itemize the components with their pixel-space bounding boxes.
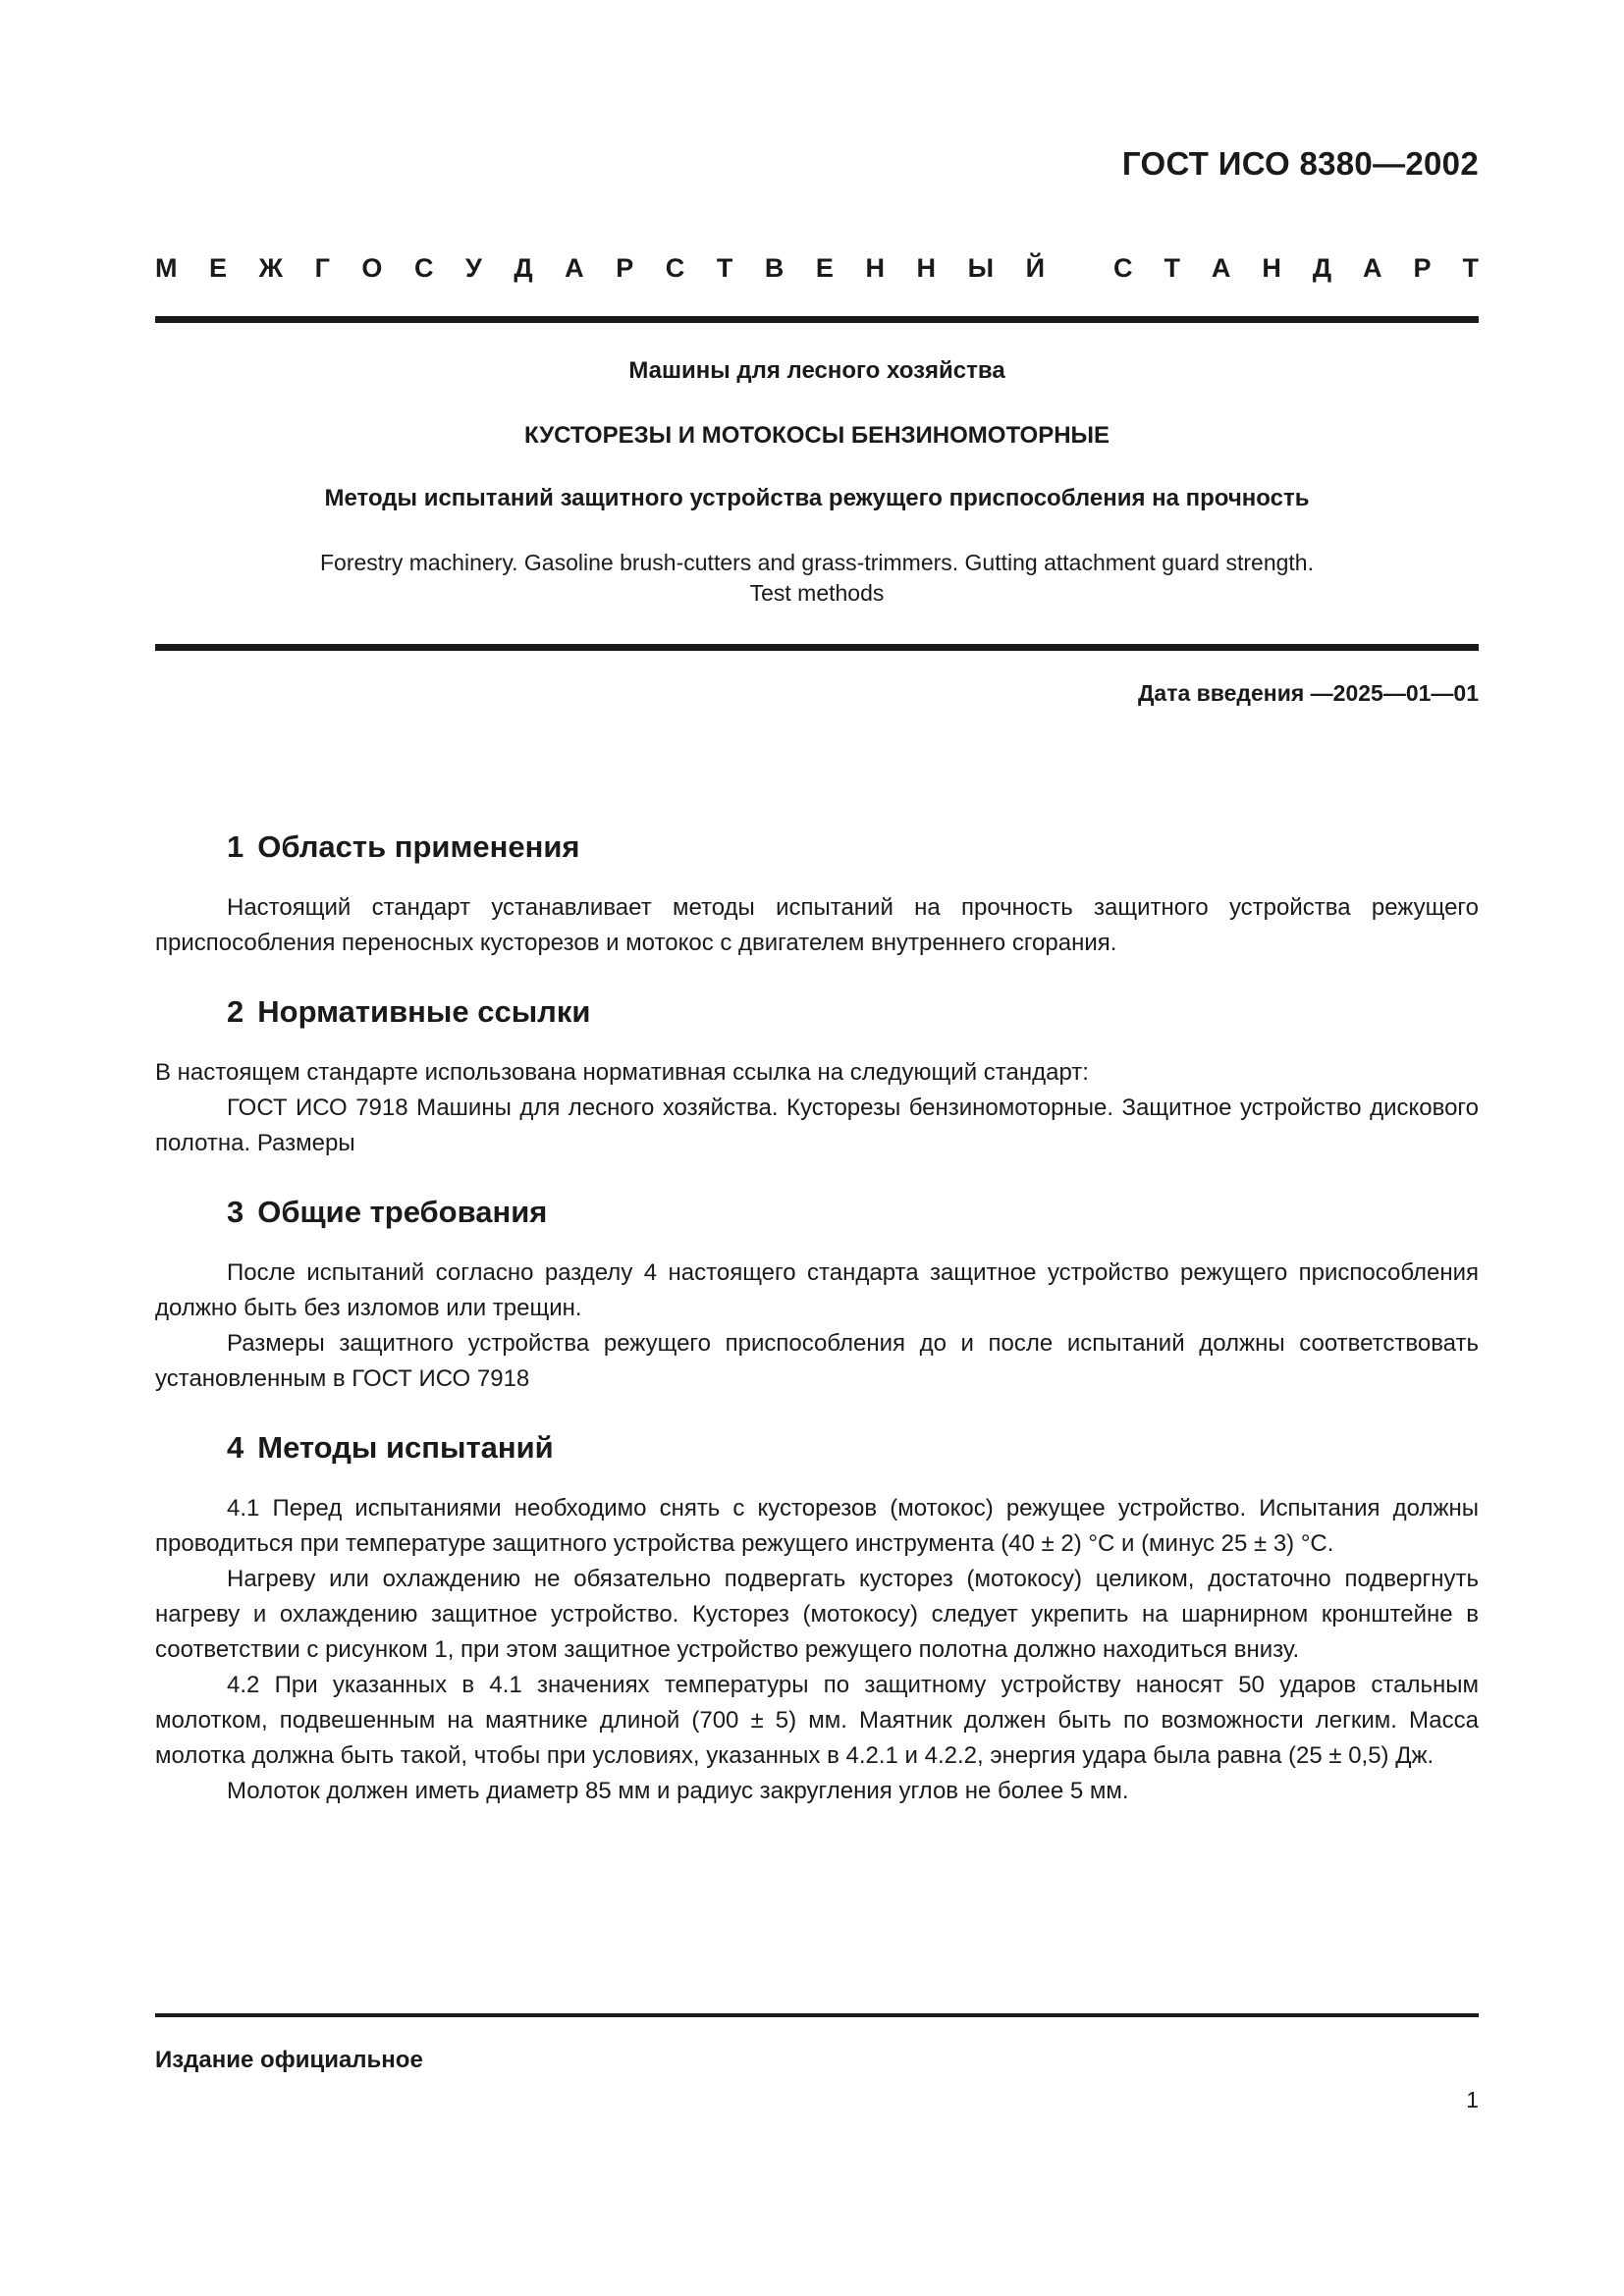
- heading-letter: В: [764, 253, 785, 283]
- standard-word: [1113, 253, 1479, 284]
- heading-letter: Н: [865, 253, 885, 283]
- paragraph: После испытаний согласно разделу 4 настоящего стандарта защитное устройство режущего приспособления должно быть без изломов или трещин.: [155, 1259, 1479, 1321]
- interstate-standard-heading: [155, 253, 1479, 284]
- heading-letter: С: [1113, 253, 1133, 283]
- document-page: [155, 0, 1479, 2296]
- heading-letter: Т: [1462, 253, 1479, 283]
- heading-letter: Р: [616, 253, 634, 283]
- heading-letter: Ж: [258, 253, 284, 283]
- section-heading: 3 Общие требования: [227, 1195, 548, 1229]
- paragraph: 4.1 Перед испытаниями необходимо снять с кусторезов (мотокос) режущее устройство. Испытания должны проводиться при температуре защитного устройства режущего инструмента (40 ± 2) °С и (минус 25 ± 3) °С.: [155, 1495, 1479, 1557]
- heading-letter: Н: [1262, 253, 1281, 283]
- heading-letter: А: [565, 253, 584, 283]
- title-sub: Методы испытаний защитного устройства режущего приспособления на прочность: [324, 485, 1310, 511]
- heading-letter: О: [361, 253, 383, 283]
- heading-letter: Й: [1025, 253, 1045, 283]
- heading-letter: Д: [514, 253, 533, 283]
- footer-divider: [155, 2013, 1479, 2017]
- heading-letter: Ы: [967, 253, 995, 283]
- paragraph: 4.2 При указанных в 4.1 значениях температуры по защитному устройству наносят 50 ударов стальным молотком, подвешенным на маятнике длиной (700 ± 5) мм. Маятник должен быть по возможности легким. Масса молотка должна быть такой, чтобы при условиях, указанных в 4.2.1 и 4.2.2, энергия удара была равна (25 ± 0,5) Дж.: [155, 1672, 1479, 1769]
- interstate-word: [155, 253, 1045, 284]
- heading-letter: Е: [209, 253, 228, 283]
- heading-letter: С: [413, 253, 434, 283]
- section-general-requirements: [155, 1193, 1479, 1397]
- heading-letter: А: [1363, 253, 1382, 283]
- title-main: КУСТОРЕЗЫ И МОТОКОСЫ БЕНЗИНОМОТОРНЫЕ: [523, 422, 1110, 449]
- paragraph: Размеры защитного устройства режущего приспособления до и после испытаний должны соответствовать установленным в ГОСТ ИСО 7918: [155, 1330, 1479, 1392]
- section-test-methods: [155, 1428, 1479, 1809]
- heading-letter: М: [155, 253, 178, 283]
- standard-number: ГОСТ ИСО 8380—2002: [1121, 145, 1479, 182]
- heading-letter: А: [1211, 253, 1231, 283]
- paragraph: В настоящем стандарте использована нормативная ссылка на следующий стандарт:: [155, 1059, 1089, 1086]
- section-references: [155, 992, 1479, 1161]
- section-heading: 4 Методы испытаний: [227, 1430, 554, 1465]
- heading-letter: Д: [1312, 253, 1332, 283]
- title-group: Машины для лесного хозяйства: [628, 357, 1005, 384]
- page-number: 1: [1466, 2087, 1479, 2112]
- paragraph: Молоток должен иметь диаметр 85 мм и радиус закругления углов не более 5 мм.: [227, 1778, 1129, 1804]
- section-scope: [155, 828, 1479, 961]
- heading-letter: Р: [1413, 253, 1432, 283]
- title-english: [155, 548, 1479, 609]
- heading-letter: Е: [815, 253, 834, 283]
- heading-letter: Т: [1164, 253, 1180, 283]
- top-divider: [155, 316, 1479, 323]
- title-english-line-1: Forestry machinery. Gasoline brush-cutters and grass-trimmers. Gutting attachment guard strength.: [320, 550, 1314, 575]
- heading-letter: У: [465, 253, 482, 283]
- heading-letter: Г: [314, 253, 330, 283]
- section-heading: 1 Область применения: [227, 829, 580, 864]
- section-heading: 2 Нормативные ссылки: [227, 994, 591, 1029]
- title-english-line-2: Test methods: [749, 580, 885, 606]
- heading-letter: Н: [916, 253, 937, 283]
- heading-letter: С: [665, 253, 685, 283]
- paragraph: ГОСТ ИСО 7918 Машины для лесного хозяйства. Кусторезы бензиномоторные. Защитное устройство дискового полотна. Размеры: [155, 1095, 1479, 1156]
- paragraph: Нагреву или охлаждению не обязательно подвергать кусторез (мотокосу) целиком, достаточно подвергнуть нагреву и охлаждению защитное устройство. Кусторез (мотокосу) следует укрепить на шарнирном кронштейне в соответствии с рисунком 1, при этом защитное устройство режущего полотна должно находиться внизу.: [155, 1566, 1479, 1663]
- document-body: [155, 828, 1479, 1841]
- official-edition-label: Издание официальное: [155, 2047, 423, 2073]
- title-divider: [155, 644, 1479, 651]
- introduction-date: Дата введения —2025—01—01: [1138, 680, 1479, 706]
- paragraph: Настоящий стандарт устанавливает методы испытаний на прочность защитного устройства режущего приспособления переносных кусторезов и мотокос с двигателем внутреннего сгорания.: [155, 894, 1479, 956]
- heading-letter: Т: [716, 253, 733, 283]
